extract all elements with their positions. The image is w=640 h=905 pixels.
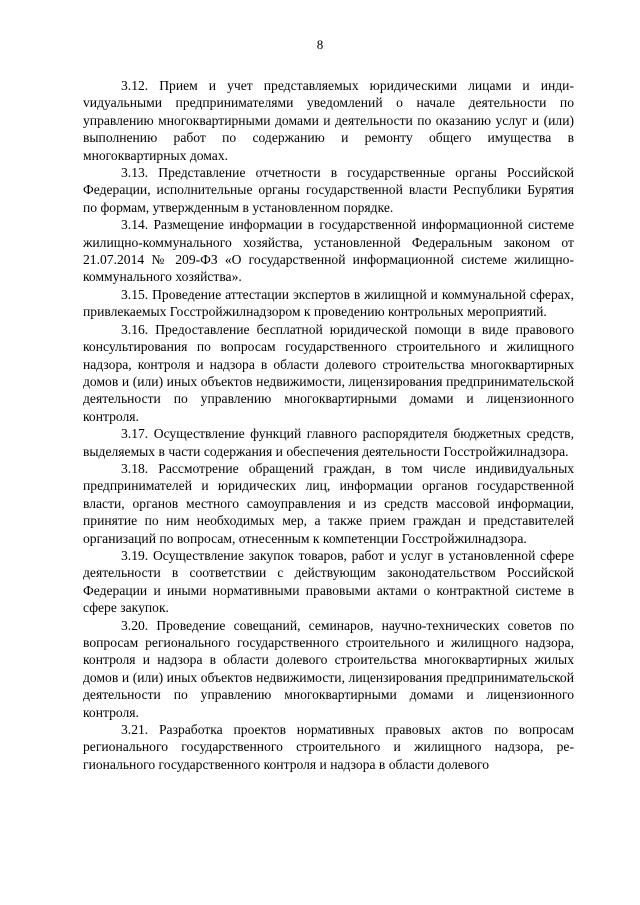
paragraph-3-14: 3.14. Размещение информации в государственной информационной системе жилищно-коммунального хозяйства, установленной Федеральным законом от 21.07.2014 № 209-ФЗ «О государственной информационной системе жилищно-коммунального хозяйства». [83, 217, 574, 285]
paragraph-3-16: 3.16. Предоставление бесплатной юридической помощи в виде правового консультирования по вопросам государственного строительного и жилищного надзора, контроля и надзора в области долевого строительства многоквартирных домов и (или) иных объектов недвижимости, лицензирования предпринимательской деятельности по управлению многоквартирными домами и лицензионного контроля. [83, 321, 574, 424]
paragraph-3-18: 3.18. Рассмотрение обращений граждан, в том числе индивидуальных предпринимателей и юридических лиц, информации органов государственной власти, органов местного самоуправления и из средств массовой информации, принятие по ним необходимых мер, а также прием граждан и представителей организаций по вопросам, отнесенным к компетенции Госстройжилнадзора. [83, 460, 574, 546]
document-body [83, 77, 574, 773]
paragraph-3-15: 3.15. Проведение аттестации экспертов в жилищной и коммунальной сферах, привлекаемых Госстройжилнадзором к проведению контрольных мероприятий. [83, 286, 574, 320]
page-number: 8 [316, 37, 324, 52]
paragraph-3-13: 3.13. Представление отчетности в государственные органы Российской Федерации, исполнительные органы государственной власти Республики Бурятия по формам, утвержденным в установленном порядке. [83, 165, 574, 215]
paragraph-3-19: 3.19. Осуществление закупок товаров, работ и услуг в установленной сфере деятельности в соответствии с действующим законодательством Российской Федерации и иными нормативными правовыми актами о контрактной системе в сфере закупок. [83, 547, 574, 616]
paragraph-3-20: 3.20. Проведение совещаний, семинаров, научно-технических советов по вопросам регионального государственного строительного и жилищного надзора, контроля и надзора в области долевого строительства многоквартирных жилых домов и (или) иных объектов недвижимости, лицензирования предпринимательской деятельности по управлению многоквартирными домами и лицензионного контроля. [83, 617, 574, 720]
paragraph-3-17: 3.17. Осуществление функций главного распорядителя бюджетных средств, выделяемых в части содержания и обеспечения деятельности Госстройжилнадзора. [83, 426, 574, 459]
paragraph-3-12: 3.12. Прием и учет представляемых юридическими лицами и индиvидуальными предпринимателями уведомлений о начале деятельности по управлению многоквартирными домами и деятельности по оказанию услуг и (или) выполнению работ по содержанию и ремонту общего имущества в многоквартирных домах. [83, 78, 574, 163]
paragraph-3-21: 3.21. Разработка проектов нормативных правовых актов по вопросам регионального государственного строительного и жилищного надзора, регионального государственного контроля и надзора в области долевого [83, 722, 574, 772]
